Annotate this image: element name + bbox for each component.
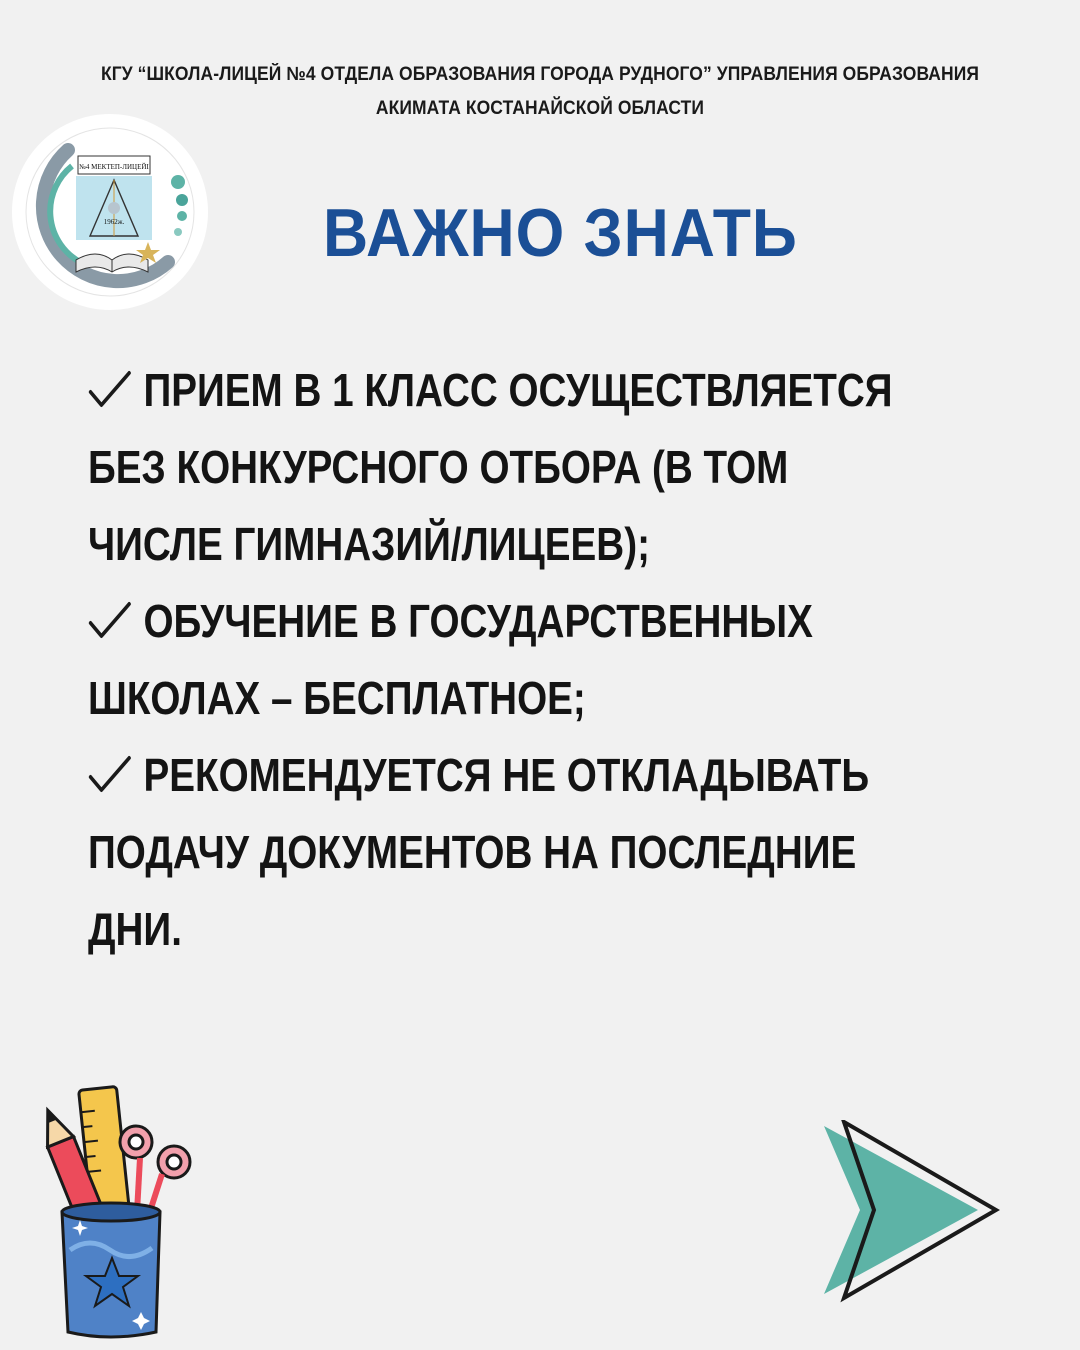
pencil-cup-icon [40,1080,210,1350]
school-logo [10,112,210,312]
logo-school-name: №4 МЕКТЕП-ЛИЦЕЙІ [79,163,149,171]
list-item-text: ОБУЧЕНИЕ В ГОСУДАРСТВЕННЫХ [143,595,813,647]
list-item [88,583,1048,737]
check-icon [88,601,132,641]
list-item [88,352,1048,583]
list-item-text: ПРИЕМ В 1 КЛАСС ОСУЩЕСТВЛЯЕТСЯ [143,364,893,416]
next-arrow-icon[interactable] [818,1120,1002,1304]
organization-name-line1: КГУ “ШКОЛА-ЛИЦЕЙ №4 ОТДЕЛА ОБРАЗОВАНИЯ ГОРОДА РУДНОГО” УПРАВЛЕНИЯ ОБРАЗОВАНИЯ [100,64,980,85]
check-icon [88,370,132,410]
list-item-text: ШКОЛАХ – БЕСПЛАТНОЕ; [88,672,586,724]
organization-name-line2: АКИМАТА КОСТАНАЙСКОЙ ОБЛАСТИ [375,98,705,119]
list-item-text: ПОДАЧУ ДОКУМЕНТОВ НА ПОСЛЕДНИЕ [88,826,857,878]
list-item-text: ЧИСЛЕ ГИМНАЗИЙ/ЛИЦЕЕВ); [88,518,650,570]
page-title: ВАЖНО ЗНАТЬ [323,195,798,271]
check-icon [88,755,132,795]
list-item [88,737,1048,968]
list-item-text: БЕЗ КОНКУРСНОГО ОТБОРА (В ТОМ [88,441,789,493]
list-item-text: ДНИ. [88,903,182,955]
logo-year: 1962ж. [103,218,125,226]
list-item-text: РЕКОМЕНДУЕТСЯ НЕ ОТКЛАДЫВАТЬ [143,749,870,801]
info-list [88,352,1048,968]
